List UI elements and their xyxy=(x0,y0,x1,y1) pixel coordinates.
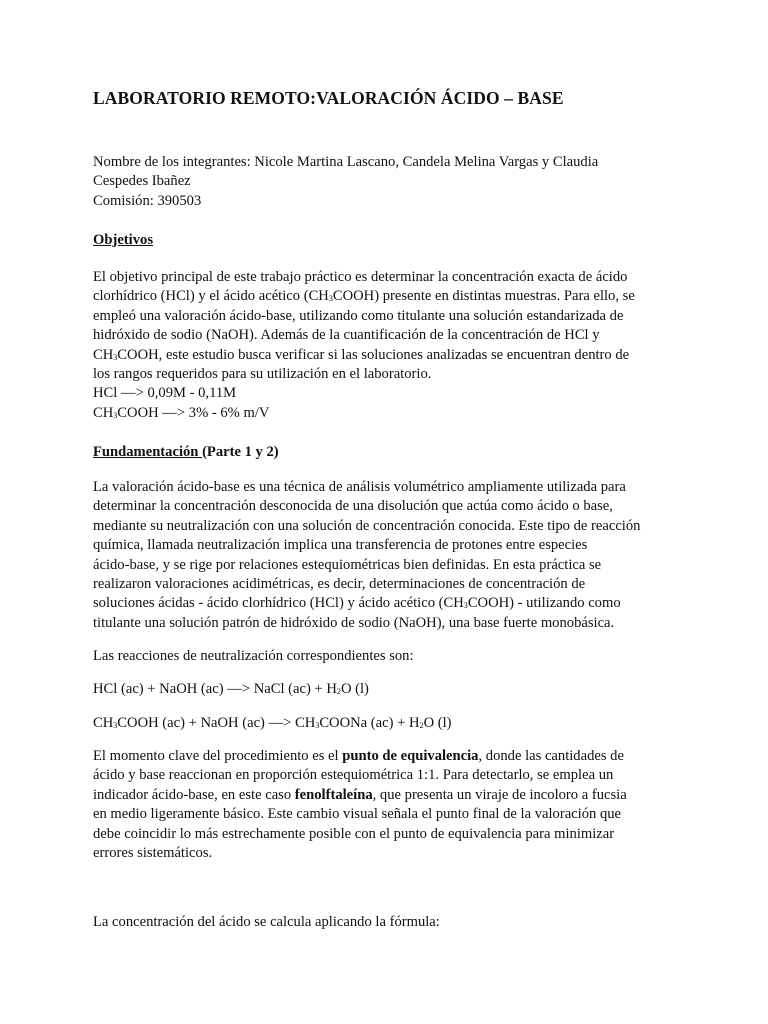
members-line-1: Nombre de los integrantes: Nicole Martina Lascano, Candela Melina Vargas y Claudia xyxy=(93,154,599,170)
objectives-line-2 xyxy=(93,287,668,306)
foundation-p1-line-5: ácido-base, y se rige por relaciones estequiométricas bien definidas. En esta práctica se xyxy=(93,556,602,573)
foundation-p2-line-2: ácido y base reaccionan en proporción estequiométrica 1:1. Para detectarlo, se emplea un xyxy=(93,767,614,784)
objectives-heading xyxy=(93,231,668,250)
foundation-p2-line-5: debe coincidir lo más estrechamente posible con el punto de equivalencia para minimizar xyxy=(93,825,615,842)
foundation-p2-line-6: errores sistemáticos. xyxy=(93,845,213,862)
foundation-p2-line-1 xyxy=(93,747,668,766)
objectives-line-4: hidróxido de sodio (NaOH). Además de la cuantificación de la concentración de HCl y xyxy=(93,327,600,344)
document-title: LABORATORIO REMOTO:VALORACIÓN ÁCIDO – BASE xyxy=(93,88,564,108)
reactions-intro: Las reacciones de neutralización correspondientes son: xyxy=(93,648,414,664)
objectives-line-2b: COOH) presente en distintas muestras. Para ello, se xyxy=(332,288,635,305)
reaction-1 xyxy=(93,680,668,699)
foundation-heading-rest: (Parte 1 y 2) xyxy=(202,444,279,460)
objectives-line-3: empleó una valoración ácido-base, utilizando como titulante una solución estandarizada de xyxy=(93,307,624,324)
reaction-2-a: CH xyxy=(93,715,114,731)
foundation-p1-line-1: La valoración ácido-base es una técnica de análisis volumétrico ampliamente utilizada para xyxy=(93,479,626,495)
subscript-3: 3 xyxy=(113,352,118,362)
reaction-1-b: O (l) xyxy=(340,681,369,697)
subscript-2: 2 xyxy=(419,721,424,731)
range-hcl: HCl —> 0,09M - 0,11M xyxy=(93,385,237,402)
p2-l3-a: indicador ácido-base, en este caso xyxy=(93,786,295,803)
foundation-p2-line-4: en medio ligeramente básico. Este cambio visual señala el punto final de la valoración que xyxy=(93,806,622,823)
objectives-line-5b: COOH, este estudio busca verificar si las soluciones analizadas se encuentran dentro de xyxy=(117,346,630,363)
equivalence-point-term: punto de equivalencia xyxy=(342,748,479,764)
reaction-2 xyxy=(93,714,668,733)
objectives-line-2a: clorhídrico (HCl) y el ácido acético (CH xyxy=(93,288,329,305)
objectives-line-1: El objetivo principal de este trabajo práctico es determinar la concentración exacta de ácido xyxy=(93,269,628,285)
subscript-3: 3 xyxy=(315,721,320,731)
p2-l1-b: , donde las cantidades de xyxy=(478,748,624,764)
members-line-2: Cespedes Ibañez xyxy=(93,173,191,190)
reaction-2-d: O (l) xyxy=(423,715,452,731)
subscript-3: 3 xyxy=(328,294,333,304)
reaction-2-b: COOH (ac) + NaOH (ac) —> CH xyxy=(117,715,316,731)
range-acetic-a: CH xyxy=(93,404,114,421)
p2-l3-b: , que presenta un viraje de incoloro a fucsia xyxy=(372,786,627,803)
foundation-p2-line-3 xyxy=(93,786,668,805)
foundation-p1-line-4: química, llamada neutralización implica una transferencia de protones entre especies xyxy=(93,537,588,554)
foundation-p1-line-7a: soluciones ácidas - ácido clorhídrico (HCl) y ácido acético (CH xyxy=(93,595,464,612)
formula-intro: La concentración del ácido se calcula aplicando la fórmula: xyxy=(93,914,440,930)
subscript-3: 3 xyxy=(463,601,468,611)
objectives-heading-text: Objetivos xyxy=(93,232,153,248)
p2-l1-a: El momento clave del procedimiento es el xyxy=(93,748,343,764)
objectives-line-6: los rangos requeridos para su utilización en el laboratorio. xyxy=(93,366,432,383)
foundation-p1-line-8: titulante una solución patrón de hidróxido de sodio (NaOH), una base fuerte monobásica. xyxy=(93,614,615,631)
foundation-p1-line-7b: COOH) - utilizando como xyxy=(467,595,621,612)
range-acetic xyxy=(93,404,668,423)
phenolphthalein-term: fenolftaleína xyxy=(294,786,373,803)
foundation-p1-line-7 xyxy=(93,594,668,613)
objectives-line-5a: CH xyxy=(93,346,114,363)
subscript-3: 3 xyxy=(113,721,118,731)
objectives-line-5 xyxy=(93,346,668,365)
foundation-heading xyxy=(93,443,668,462)
foundation-paragraph-1 xyxy=(93,478,668,633)
members-block xyxy=(93,153,668,211)
foundation-heading-underlined: Fundamentación xyxy=(93,444,203,460)
commission-line: Comisión: 390503 xyxy=(93,192,202,209)
reaction-2-c: COONa (ac) + H xyxy=(319,715,420,731)
foundation-p1-line-3: mediante su neutralización con una solución de concentración conocida. Este tipo de reacción xyxy=(93,517,641,534)
reaction-1-a: HCl (ac) + NaOH (ac) —> NaCl (ac) + H xyxy=(93,681,337,697)
objectives-paragraph xyxy=(93,268,668,423)
range-acetic-b: COOH —> 3% - 6% m/V xyxy=(117,404,270,421)
subscript-2: 2 xyxy=(336,687,341,697)
foundation-p1-line-2: determinar la concentración desconocida de una disolución que actúa como ácido o base, xyxy=(93,498,613,515)
foundation-paragraph-2 xyxy=(93,747,668,863)
subscript-3: 3 xyxy=(113,411,118,421)
foundation-p1-line-6: realizaron valoraciones acidimétricas, es decir, determinaciones de concentración de xyxy=(93,576,586,593)
